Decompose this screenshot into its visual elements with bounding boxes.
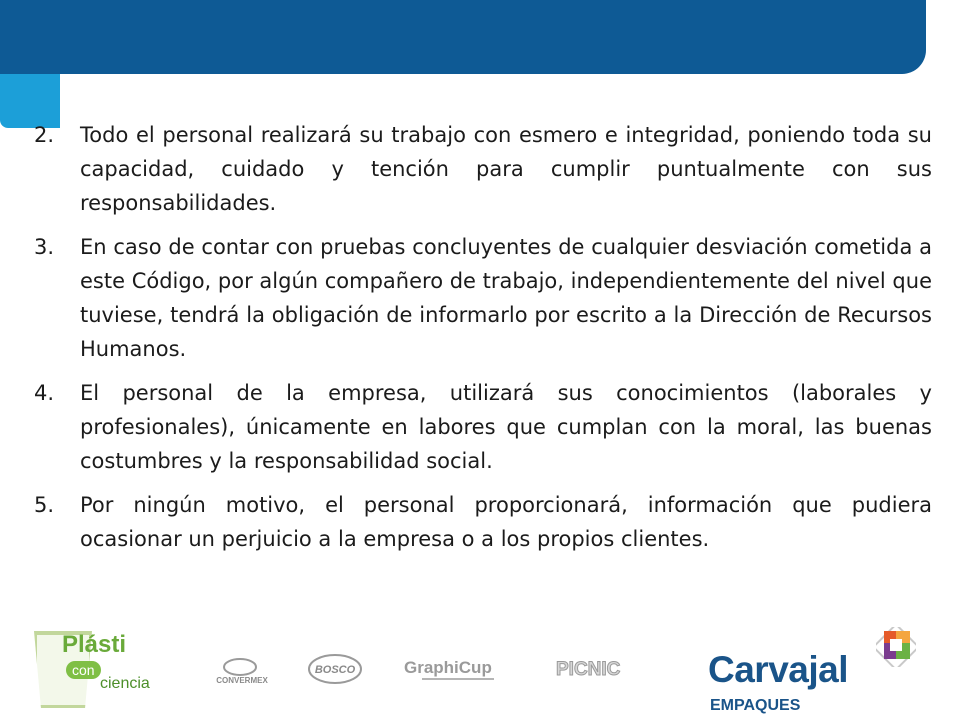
carvajal-logo xyxy=(708,627,928,717)
carvajal-word: Carvajal xyxy=(708,649,848,690)
header-band xyxy=(0,0,926,74)
conduct-list xyxy=(34,118,932,566)
con-badge: con xyxy=(66,661,101,679)
ciencia-word: ciencia xyxy=(100,675,150,692)
list-item xyxy=(34,230,932,366)
graphicup-logo xyxy=(402,653,520,687)
list-item xyxy=(34,488,932,556)
plasticonciencia-logo xyxy=(34,627,164,707)
brand-graphicup-label: GraphiCup xyxy=(404,658,492,677)
item-text: Por ningún motivo, el personal proporcionará, información que pudiera ocasionar un perjuicio a la empresa o a los propios clientes. xyxy=(80,493,932,551)
picnic-logo xyxy=(556,653,648,687)
carvajal-mark-icon xyxy=(876,627,916,667)
item-number: 2. xyxy=(34,123,55,147)
plasti-word: Plásti xyxy=(62,631,127,658)
brand-bosco-label: BOSCO xyxy=(314,664,356,676)
item-number: 3. xyxy=(34,235,55,259)
bosco-logo xyxy=(306,653,364,687)
list-item xyxy=(34,118,932,220)
item-text: En caso de contar con pruebas concluyentes de cualquier desviación cometida a este Código, por algún compañero de trabajo, independientemente del nivel que tuviese, tendrá la obligación de informarlo por escrito a la Dirección de Recursos Humanos. xyxy=(80,235,932,361)
item-number: 5. xyxy=(34,493,55,517)
item-text: Todo el personal realizará su trabajo con esmero e integridad, poniendo toda su capacidad, cuidado y tención para cumplir puntualmente con sus responsabilidades. xyxy=(80,123,932,215)
list-item xyxy=(34,376,932,478)
item-number: 4. xyxy=(34,381,55,405)
footer-logos xyxy=(0,615,960,720)
convermex-logo xyxy=(210,653,274,687)
brand-picnic-label: PICNIC xyxy=(556,659,621,680)
brand-convermex-label: CONVERMEX xyxy=(216,676,268,685)
item-text: El personal de la empresa, utilizará sus conocimientos (laborales y profesionales), únicamente en labores que cumplan con la moral, las buenas costumbres y la responsabilidad social. xyxy=(80,381,932,473)
empaques-word: EMPAQUES xyxy=(710,697,801,714)
